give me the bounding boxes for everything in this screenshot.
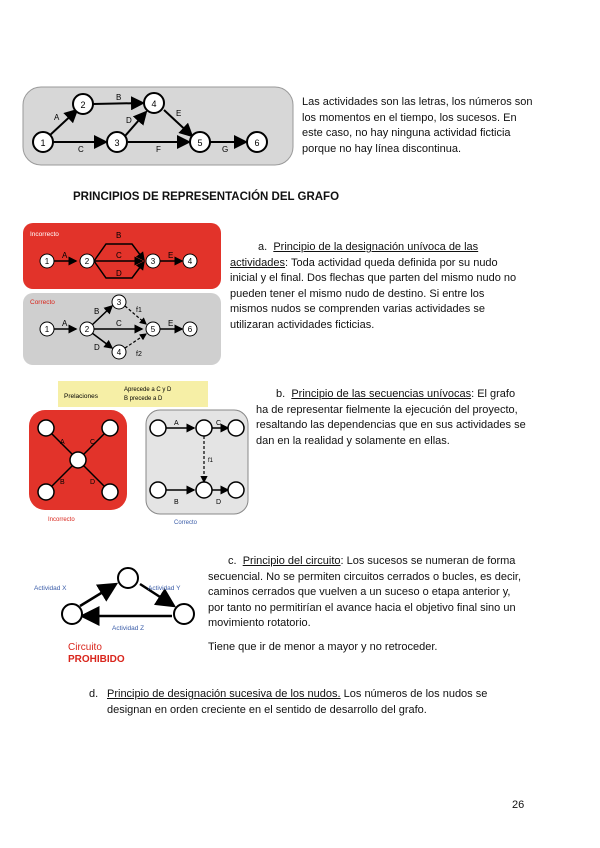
- node-4: [183, 254, 197, 268]
- svg-text:3: 3: [116, 298, 122, 307]
- principle-d-title: Principio de designación sucesiva de los nudos.: [107, 688, 341, 700]
- svg-text:3: 3: [114, 138, 120, 148]
- svg-text:D: D: [90, 479, 96, 486]
- svg-text:Aprecede a C y D: Aprecede a C y D: [124, 387, 172, 393]
- principle-d-body: Los números de los nudos se designan en orden creciente en el sentido de desarrollo del grafo.: [107, 688, 488, 716]
- svg-text:B precede a D: B precede a D: [124, 396, 163, 402]
- svg-text:B: B: [60, 479, 65, 486]
- svg-text:f2: f2: [136, 351, 142, 358]
- svg-text:1: 1: [44, 325, 50, 334]
- node-6: [247, 132, 267, 152]
- svg-text:4: 4: [151, 99, 157, 109]
- svg-text:3: 3: [150, 257, 156, 266]
- svg-text:C: C: [116, 251, 122, 260]
- principle-a-body: : Toda actividad queda definida por su nudo inicial y el final. Dos flechas que parten del mismo nudo no pueden tener el mismo nudo de destino. Si entre los mismos nudos se comprenden varias actividades se utilizaran actividades ficticias.: [230, 256, 517, 331]
- figure-principle-b: [28, 380, 260, 528]
- node-3: [107, 132, 127, 152]
- svg-text:C: C: [116, 319, 122, 328]
- label-incorrecto: Incorrecto: [48, 517, 75, 523]
- svg-text:E: E: [168, 251, 174, 260]
- node-1: [40, 254, 54, 268]
- principle-d-marker: d.: [89, 688, 99, 700]
- section-heading: PRINCIPIOS DE REPRESENTACIÓN DEL GRAFO: [73, 191, 340, 203]
- node-3: [112, 295, 126, 309]
- svg-text:Actividad X: Actividad X: [34, 585, 67, 592]
- principle-c-title: Principio del circuito: [242, 555, 341, 567]
- figure-principle-a: [22, 222, 222, 367]
- label-D: D: [126, 116, 132, 125]
- svg-text:B: B: [174, 499, 179, 506]
- svg-text:C: C: [216, 420, 222, 427]
- svg-text:D: D: [116, 269, 122, 278]
- node-2: [80, 322, 94, 336]
- principle-b-title: Principio de las secuencias unívocas: [291, 388, 472, 400]
- principle-c-marker: c.: [228, 555, 237, 567]
- label-C: C: [78, 145, 84, 154]
- svg-text:6: 6: [187, 325, 193, 334]
- figure-principle-c: [32, 562, 212, 672]
- prohibited-line1: Circuito: [68, 642, 102, 653]
- page-number: 26: [512, 799, 525, 811]
- node-2: [73, 94, 93, 114]
- node-3: [146, 254, 160, 268]
- node-5: [190, 132, 210, 152]
- principle-b-paragraph: [256, 387, 526, 449]
- node-6: [183, 322, 197, 336]
- svg-text:4: 4: [187, 257, 193, 266]
- node-4: [112, 345, 126, 359]
- node-2: [80, 254, 94, 268]
- prohibited-line2: PROHIBIDO: [68, 654, 125, 665]
- principle-c-paragraph: [208, 554, 528, 632]
- label-G: G: [222, 145, 229, 154]
- svg-text:E: E: [168, 319, 174, 328]
- principle-a-paragraph: [230, 240, 522, 333]
- node-5: [146, 322, 160, 336]
- svg-text:D: D: [94, 343, 100, 352]
- label-incorrecto: Incorrecto: [30, 231, 59, 238]
- svg-text:A: A: [62, 319, 68, 328]
- node-1: [40, 322, 54, 336]
- svg-text:f1: f1: [208, 458, 214, 464]
- label-B: B: [116, 93, 122, 102]
- principle-c-body: : Los sucesos se numeran de forma secuencial. No se permiten circuitos cerrados o bucles, es decir, caminos cerrados que vuelven a un suceso o etapa anterior y, por tanto no permitirían el avance hacia el objetivo final sino un movimiento rotatorio.: [208, 555, 522, 629]
- principle-d-paragraph: [107, 687, 517, 718]
- svg-text:A: A: [60, 439, 65, 446]
- label-correcto: Correcto: [30, 299, 55, 306]
- label-E: E: [176, 109, 182, 118]
- svg-text:4: 4: [116, 348, 122, 357]
- svg-text:Actividad Y: Actividad Y: [148, 585, 181, 592]
- edge-B: [93, 103, 143, 104]
- principle-b-marker: b.: [276, 388, 286, 400]
- svg-text:2: 2: [84, 325, 90, 334]
- svg-text:6: 6: [254, 138, 260, 148]
- svg-text:Actividad Z: Actividad Z: [112, 625, 145, 632]
- svg-text:5: 5: [150, 325, 156, 334]
- label-F: F: [156, 145, 161, 154]
- principle-c-extra: Tiene que ir de menor a mayor y no retroceder.: [208, 641, 438, 653]
- intro-paragraph: Las actividades son las letras, los números son los momentos en el tiempo, los sucesos. En este caso, no hay ninguna actividad ficticia porque no hay línea discontinua.: [302, 96, 533, 155]
- svg-text:5: 5: [197, 138, 203, 148]
- principle-b-body: : El grafo ha de representar fielmente la ejecución del proyecto, resaltando las dependencias que en sus actividades se dan en la realidad y solamente en ellas.: [256, 388, 526, 447]
- network-diagram-intro: [22, 86, 294, 166]
- figure-network-intro: [22, 86, 294, 166]
- svg-text:D: D: [216, 499, 222, 506]
- svg-text:1: 1: [44, 257, 50, 266]
- svg-text:B: B: [94, 307, 100, 316]
- svg-text:B: B: [116, 231, 122, 240]
- principle-a-title: Principio de la designación unívoca de las actividades: [230, 241, 479, 269]
- svg-text:f1: f1: [136, 307, 142, 314]
- svg-text:2: 2: [84, 257, 90, 266]
- svg-text:1: 1: [40, 138, 46, 148]
- svg-text:Prelaciones: Prelaciones: [64, 393, 98, 400]
- node-1: [33, 132, 53, 152]
- svg-text:C: C: [90, 439, 96, 446]
- label-A: A: [54, 113, 60, 122]
- svg-text:A: A: [174, 420, 179, 427]
- svg-text:2: 2: [80, 100, 86, 110]
- label-correcto: Correcto: [174, 520, 198, 526]
- principle-a-marker: a.: [258, 241, 268, 253]
- node-4: [144, 93, 164, 113]
- svg-text:A: A: [62, 251, 68, 260]
